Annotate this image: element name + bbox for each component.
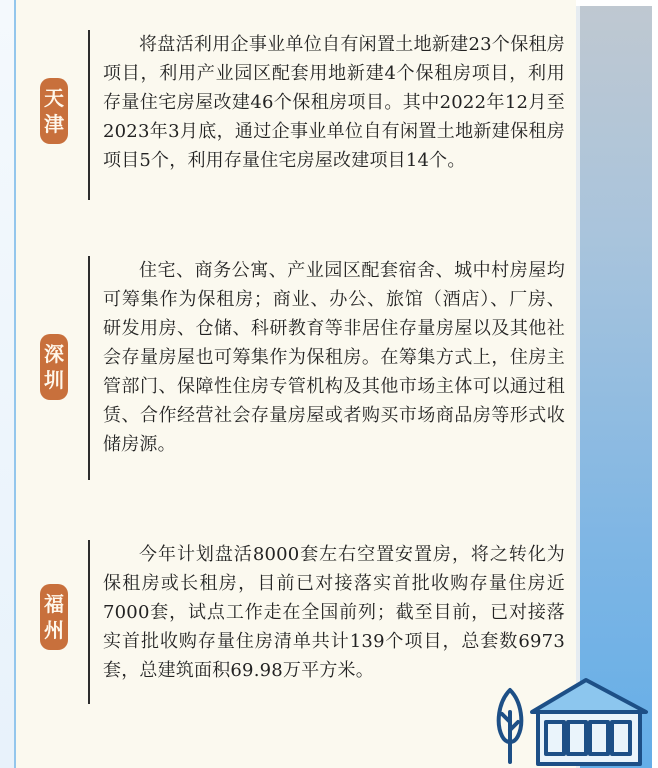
city-char: 州 (44, 618, 64, 642)
city-char: 福 (44, 592, 64, 616)
house-illustration (488, 672, 653, 766)
section-text-shenzhen: 住宅、商务公寓、产业园区配套宿舍、城中村房屋均可筹集作为保租房；商业、办公、旅馆（酒店）、厂房、研发用房、仓储、科研教育等非居住存量房屋以及其他社会存量房屋也可筹集作为保租房。在筹集方式上，住房主管部门、保障性住房专管机构及其他市场主体可以通过租赁、合作经营社会存量房屋或者购买市场商品房等形式收储房源。 (103, 260, 565, 455)
city-char: 深 (44, 342, 64, 366)
section-divider-line (88, 256, 90, 480)
tree-icon (499, 690, 522, 762)
city-char: 津 (44, 112, 64, 136)
side-panel (580, 6, 652, 768)
city-badge-shenzhen (40, 334, 68, 400)
city-badge-fuzhou (40, 584, 68, 650)
section-text-fuzhou: 今年计划盘活8000套左右空置安置房，将之转化为保租房或长租房，目前已对接落实首批收购存量住房近7000套，试点工作走在全国前列；截至目前，已对接落实首批收购存量住房清单共计139个项目，总套数6973套，总建筑面积69.98万平方米。 (103, 544, 565, 681)
left-border (0, 0, 16, 768)
city-char: 圳 (44, 368, 64, 392)
section-text-tianjin: 将盘活利用企事业单位自有闲置土地新建23个保租房项目，利用产业园区配套用地新建4个保租房项目，利用存量住宅房屋改建46个保租房项目。其中2022年12月至2023年3月底，通过企事业单位自有闲置土地新建保租房项目5个，利用存量住宅房屋改建项目14个。 (103, 34, 565, 171)
house-icon (532, 680, 646, 764)
section-divider-line (88, 30, 90, 200)
city-badge-tianjin (40, 78, 68, 144)
section-divider-line (88, 540, 90, 704)
city-char: 天 (44, 86, 64, 110)
